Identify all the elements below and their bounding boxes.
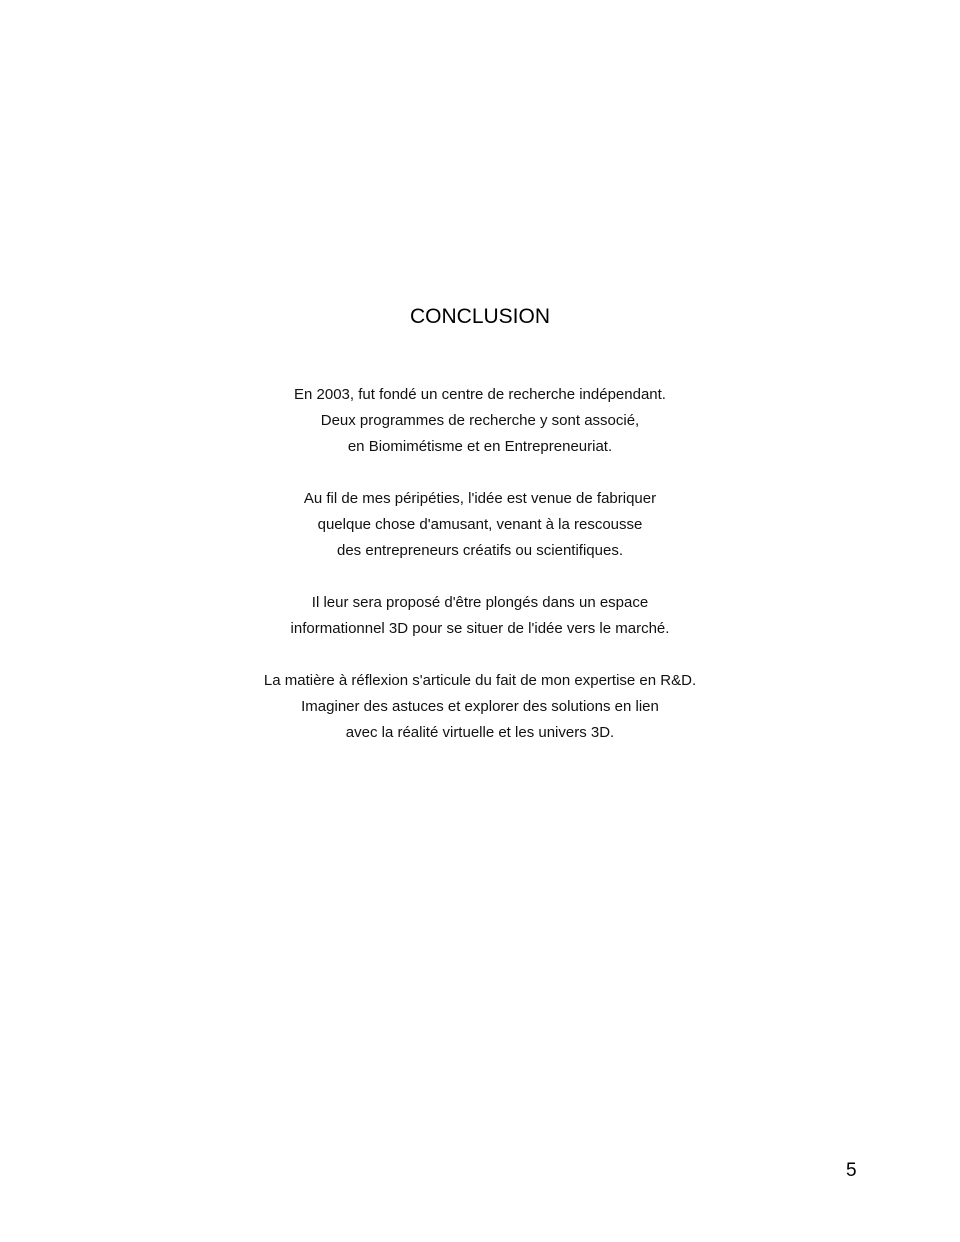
text-line: avec la réalité virtuelle et les univers 3D. (345, 724, 615, 741)
text-line: informationnel 3D pour se situer de l'idée vers le marché. (290, 620, 670, 637)
text-line: Au fil de mes péripéties, l'idée est venue de fabriquer (303, 490, 657, 507)
conclusion-body (0, 382, 960, 772)
paragraph-2 (0, 486, 960, 564)
page-number: 5 (846, 1160, 857, 1181)
page-title: CONCLUSION (409, 305, 551, 328)
paragraph-1 (0, 382, 960, 460)
paragraph-3 (0, 590, 960, 642)
text-line: En 2003, fut fondé un centre de recherche indépendant. (294, 386, 666, 403)
text-line: Deux programmes de recherche y sont associé, (320, 412, 640, 429)
text-line: Il leur sera proposé d'être plongés dans un espace (311, 594, 649, 611)
text-line: La matière à réflexion s'articule du fait de mon expertise en R&D. (263, 672, 697, 689)
text-line: quelque chose d'amusant, venant à la rescousse (317, 516, 643, 533)
paragraph-4 (0, 668, 960, 746)
text-line: Imaginer des astuces et explorer des solutions en lien (301, 698, 659, 715)
text-line: des entrepreneurs créatifs ou scientifiques. (337, 542, 623, 559)
text-line: en Biomimétisme et en Entrepreneuriat. (347, 438, 613, 455)
